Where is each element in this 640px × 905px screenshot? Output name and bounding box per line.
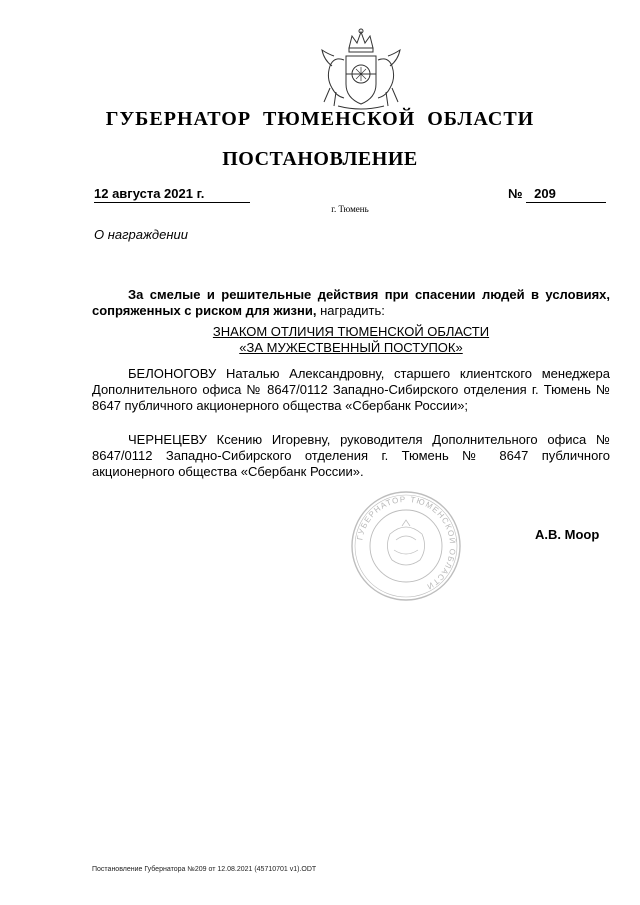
seal-text: ГУБЕРНАТОР ТЮМЕНСКОЙ ОБЛАСТИ (355, 494, 458, 592)
document-number-block (508, 186, 606, 203)
document-number: 209 (526, 186, 606, 203)
document-subject: О награждении (94, 227, 188, 242)
intro-bold-text: За смелые и решительные действия при спасении людей в условиях, сопряженных с риском для жизни, (92, 287, 610, 318)
intro-paragraph (92, 287, 610, 319)
signer-name: А.В. Моор (535, 527, 600, 542)
document-date: 12 августа 2021 г. (94, 186, 250, 203)
award-line-2: «ЗА МУЖЕСТВЕННЫЙ ПОСТУПОК» (239, 340, 463, 355)
intro-rest-text: наградить: (316, 303, 385, 318)
document-type: ПОСТАНОВЛЕНИЕ (222, 148, 418, 170)
award-title (92, 324, 610, 356)
number-sign: № (508, 186, 523, 201)
city: г. Тюмень (331, 204, 369, 214)
governor-title: ГУБЕРНАТОР ТЮМЕНСКОЙ ОБЛАСТИ (105, 108, 535, 130)
recipient-paragraph-1: БЕЛОНОГОВУ Наталью Александровну, старшего клиентского менеджера Дополнительного офиса № 8647/0112 Западно-Сибирского отделения г. Тюмень № 8647 публичного акционерного общества «Сбербанк России»; (92, 366, 610, 413)
official-seal-icon (350, 490, 462, 602)
coat-of-arms-icon (316, 26, 406, 112)
recipient-paragraph-2: ЧЕРНЕЦЕВУ Ксению Игоревну, руководителя Дополнительного офиса № 8647/0112 Западно-Сибирского отделения г. Тюмень № 8647 публичного акционерного общества «Сбербанк России». (92, 432, 610, 479)
footer-file-reference: Постановление Губернатора №209 от 12.08.2021 (45710701 v1).ODT (92, 866, 317, 873)
award-line-1: ЗНАКОМ ОТЛИЧИЯ ТЮМЕНСКОЙ ОБЛАСТИ (212, 324, 490, 339)
